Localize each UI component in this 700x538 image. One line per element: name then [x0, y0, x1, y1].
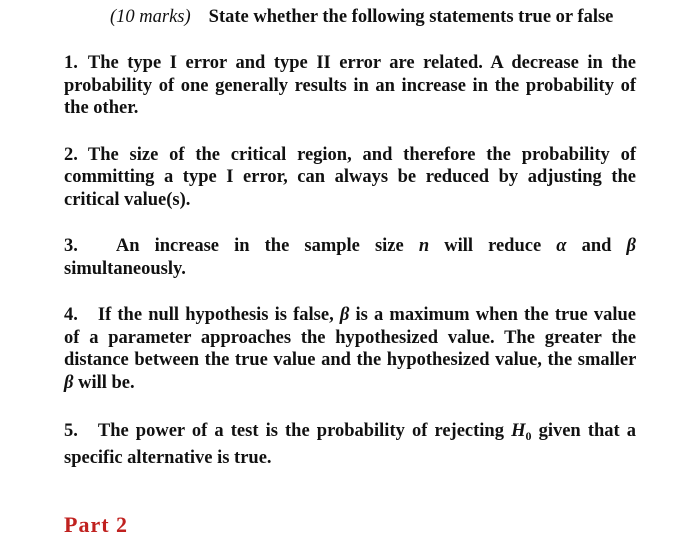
symbol-beta: β — [626, 236, 637, 256]
statement-text: If the null hypothesis is false, — [97, 305, 334, 325]
statement-text: An increase in the sample size — [115, 236, 404, 256]
statement-2 — [64, 144, 636, 212]
statement-text: and — [581, 236, 612, 256]
question-document — [64, 6, 636, 471]
marks-label: (10 marks) — [110, 7, 191, 27]
symbol-beta: β — [64, 372, 74, 393]
statement-text: will be. — [78, 372, 135, 393]
statement-number: 2. — [64, 144, 78, 165]
statement-3 — [64, 235, 636, 280]
statement-text: given that a specific alternative is true. — [64, 421, 637, 468]
statement-number: 1. — [64, 53, 78, 73]
statement-text: The type I error and type II error are related. A decrease in the probability of one generally results in an increase in the probability of the other. — [64, 53, 636, 118]
statement-text: is a maximum when the true value of a parameter approaches the hypothesized value. The greater the distance between the true value and the hypothesized value, the smaller — [64, 305, 636, 370]
symbol-h-subscript: 0 — [525, 429, 532, 443]
symbol-n: n — [418, 236, 430, 256]
statement-number: 3. — [64, 236, 78, 256]
next-section-heading: Part 2 — [64, 512, 129, 537]
question-header — [64, 6, 636, 28]
symbol-alpha: α — [556, 236, 567, 256]
instruction-text: State whether the following statements true or false — [208, 7, 614, 27]
statement-5 — [64, 418, 636, 471]
statement-1 — [64, 52, 636, 120]
symbol-h-letter: H — [511, 421, 526, 441]
symbol-beta: β — [339, 305, 350, 325]
statement-number: 4. — [64, 305, 78, 325]
statement-4 — [64, 304, 636, 394]
statement-number: 5. — [64, 421, 78, 441]
statement-text: simultaneously. — [64, 258, 186, 279]
statement-text: The size of the critical region, and therefore the probability of committing a type I error, can always be reduced by adjusting the critical value(s). — [64, 144, 636, 210]
statement-text: The power of a test is the probability of rejecting — [97, 421, 504, 441]
statement-text: will reduce — [444, 236, 542, 256]
symbol-h — [511, 421, 531, 441]
